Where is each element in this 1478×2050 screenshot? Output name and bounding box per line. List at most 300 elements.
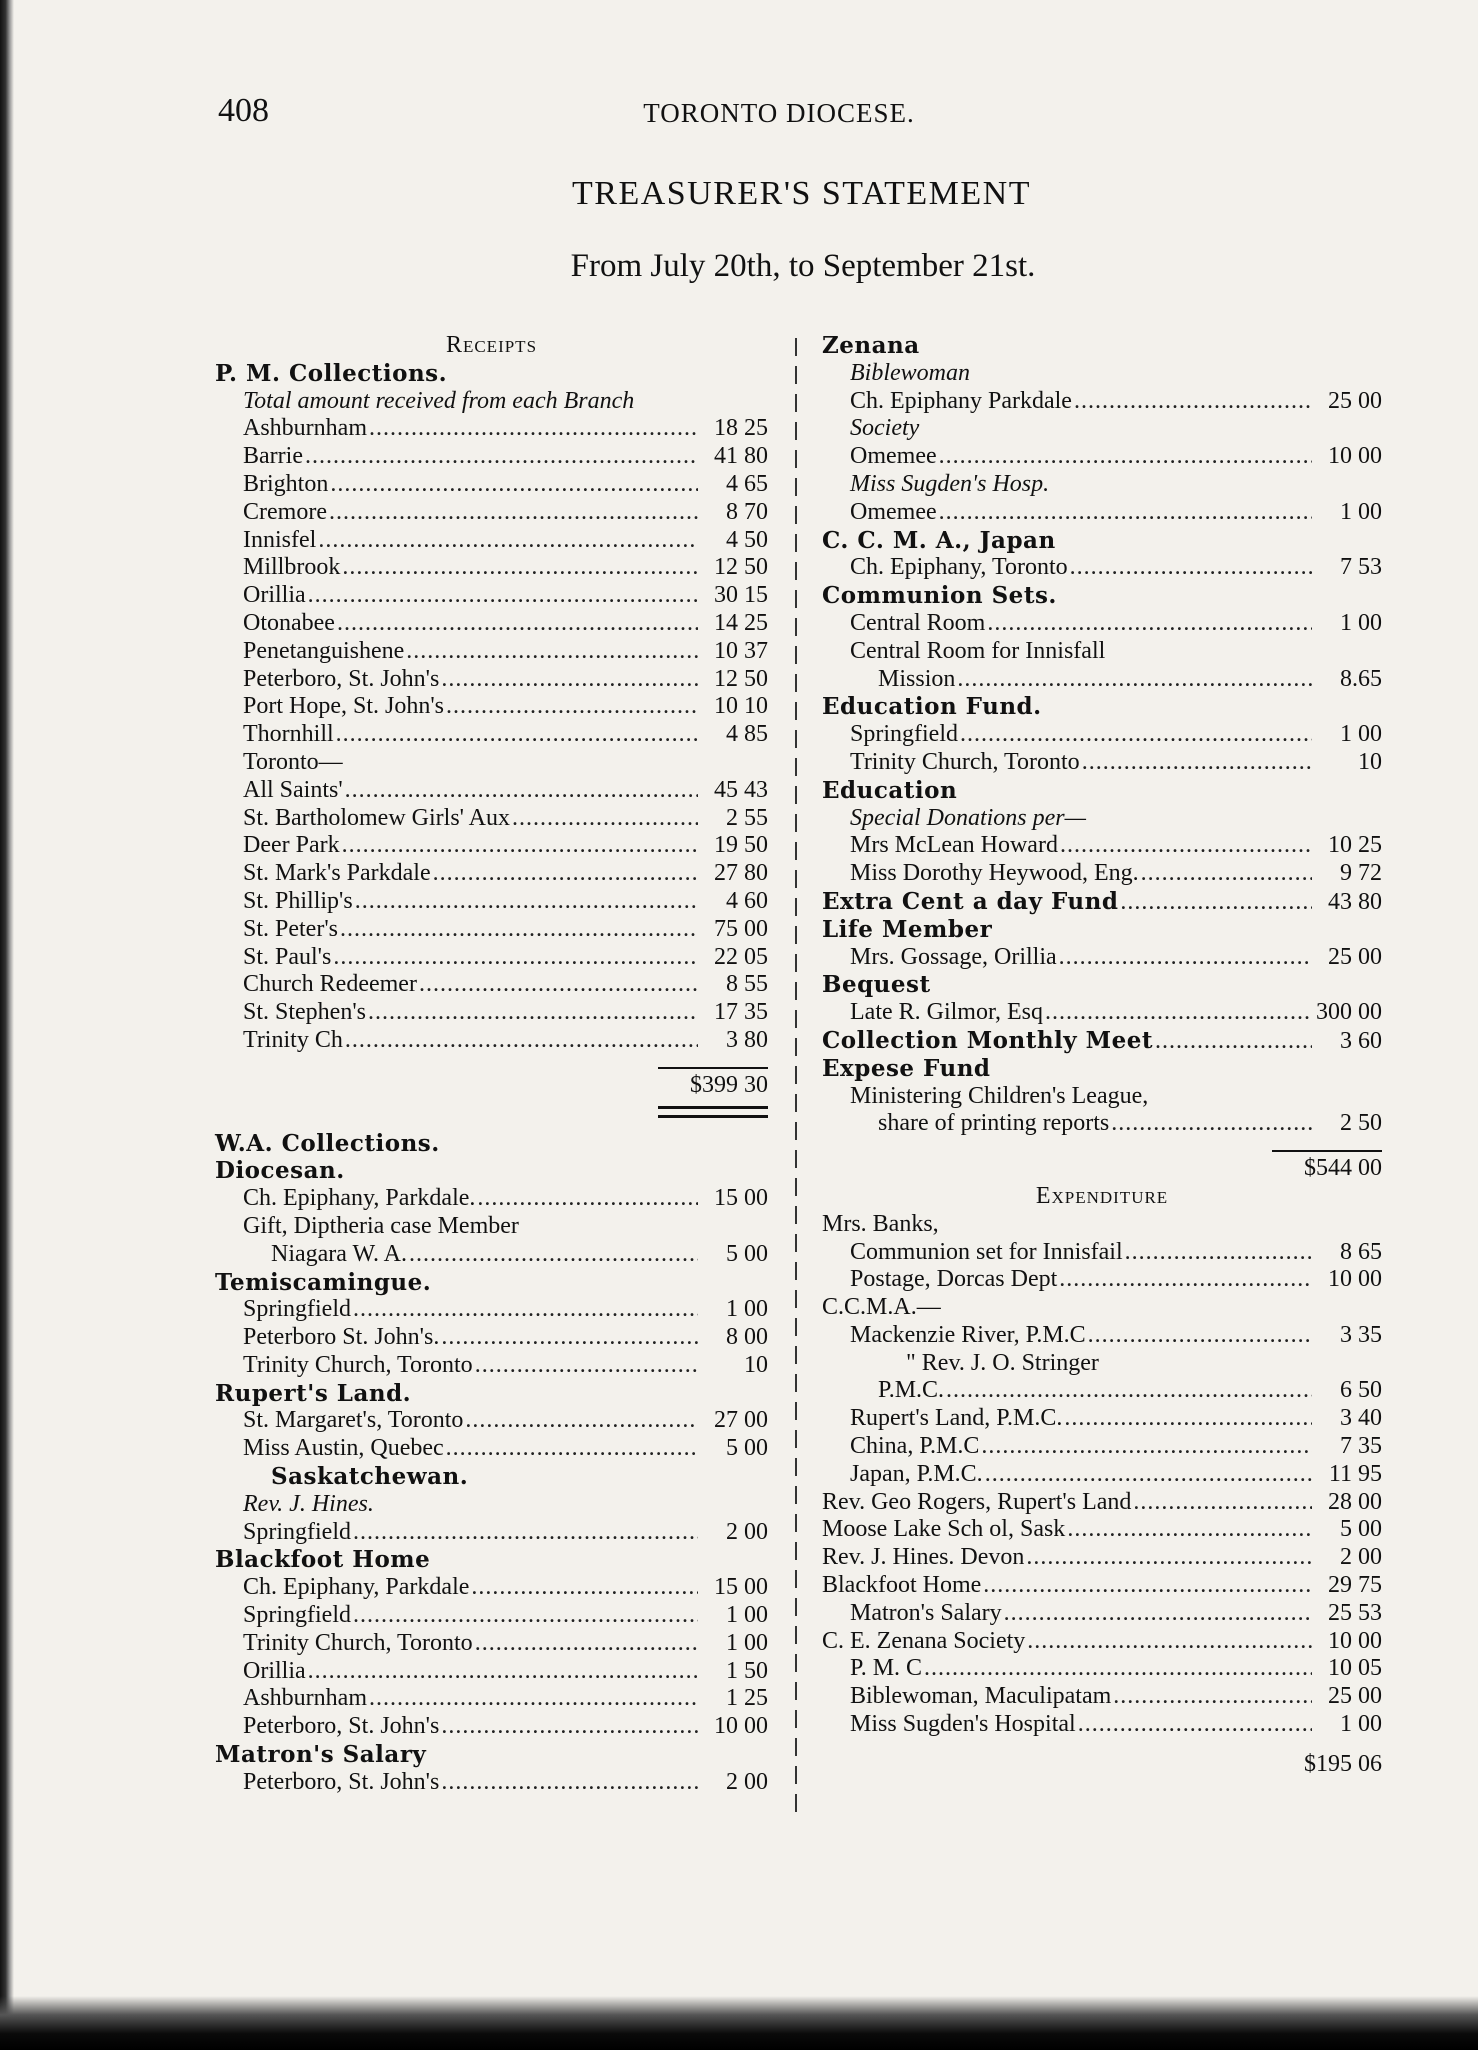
ledger-row: [822, 1083, 1382, 1111]
leader-dots: [1057, 944, 1312, 972]
ledger-row: [822, 749, 1382, 777]
ledger-item-amount: 2 00: [726, 1768, 768, 1795]
ledger-item-name: Springfield: [850, 721, 958, 748]
ledger-item-amount: 8.65: [1340, 665, 1382, 692]
receipts-total: $544 00: [1304, 1155, 1382, 1182]
ccma-heading-row: [822, 527, 1382, 555]
ledger-item-amount: 25 00: [1328, 1683, 1382, 1710]
education-fund-heading-row: [822, 693, 1382, 721]
ledger-row: [822, 1683, 1382, 1711]
ledger-row: [215, 944, 768, 972]
ledger-row: [215, 1435, 768, 1463]
life-member-heading-row: [822, 916, 1382, 944]
ccma-items-list: [822, 554, 1382, 582]
leader-dots: [473, 1630, 698, 1658]
temiscamingue-heading-row: [215, 1269, 768, 1297]
expenditure-total-row: [822, 1751, 1382, 1779]
ledger-item-name: Ch. Epiphany, Parkdale.: [243, 1185, 476, 1212]
ledger-row: [822, 721, 1382, 749]
ledger-item-name: St. Peter's: [243, 915, 338, 942]
life-member-heading: Life Member: [822, 915, 993, 943]
ledger-row: [215, 1407, 768, 1435]
pm-heading-row: [215, 360, 768, 388]
ledger-item-name: Omemee: [850, 443, 937, 470]
ledger-item-name: Trinity Church, Toronto: [243, 1629, 473, 1656]
ledger-item-name: Ashburnham: [243, 415, 367, 442]
extra-cent-amount: 43 80: [1328, 888, 1382, 915]
ledger-item-name: Gift, Diptheria case Member: [243, 1212, 519, 1239]
ledger-item-name: Ministering Children's League,: [850, 1082, 1149, 1109]
ledger-row: [822, 1266, 1382, 1294]
ledger-item-name: Peterboro, St. John's: [243, 1768, 440, 1795]
ledger-item-name: Penetanguishene: [243, 637, 405, 664]
ledger-row: [822, 388, 1382, 416]
ledger-row: [822, 1600, 1382, 1628]
leader-dots: [1025, 1628, 1312, 1656]
ledger-row: [822, 1489, 1382, 1517]
ledger-item-amount: 1 00: [1340, 609, 1382, 636]
ledger-item-name: China, P.M.C: [850, 1433, 980, 1460]
leader-dots: [417, 971, 698, 999]
ledger-row: [215, 777, 768, 805]
leader-dots: [303, 443, 698, 471]
leader-dots: [351, 1602, 698, 1630]
toronto-items-list: [215, 777, 768, 1055]
ledger-item-amount: 17 35: [714, 999, 768, 1026]
ledger-item-name: Trinity Church, Toronto: [243, 1351, 473, 1378]
leader-dots: [327, 499, 698, 527]
bequest-items-list: [822, 999, 1382, 1027]
ledger-item-amount: 8 70: [726, 498, 768, 525]
ledger-item-name: Communion set for Innisfail: [850, 1238, 1123, 1265]
ledger-item-amount: 10 37: [714, 637, 768, 664]
hosp-label: Miss Sugden's Hosp.: [850, 470, 1050, 497]
ledger-item-name: Late R. Gilmor, Esq: [850, 999, 1044, 1026]
diocesan-heading: Diocesan.: [215, 1157, 345, 1185]
ledger-item-name: Blackfoot Home: [822, 1572, 982, 1599]
leader-dots: [439, 1769, 698, 1797]
ledger-item-name: Otonabee: [243, 609, 335, 636]
ledger-item-amount: 41 80: [714, 443, 768, 470]
pm-items-list: [215, 415, 768, 749]
ledger-item-name: Mrs. Gossage, Orillia: [850, 943, 1057, 970]
leader-dots: [1024, 1544, 1312, 1572]
ledger-item-amount: 8 65: [1340, 1238, 1382, 1265]
ledger-item-name: " Rev. J. O. Stringer: [906, 1349, 1099, 1376]
ledger-row: [822, 1433, 1382, 1461]
ledger-item-amount: 5 00: [726, 1240, 768, 1267]
ledger-item-name: Central Room: [850, 609, 986, 636]
leader-dots: [351, 1519, 698, 1547]
leader-dots: [431, 860, 698, 888]
ledger-item-amount: 29 75: [1328, 1572, 1382, 1599]
ledger-item-name: Orillia: [243, 1657, 306, 1684]
ledger-row: [215, 916, 768, 944]
ledger-item-amount: 25 53: [1328, 1599, 1382, 1626]
ledger-item-amount: 19 50: [714, 832, 768, 859]
page-subtitle: From July 20th, to September 21st.: [570, 248, 1036, 284]
ledger-item-name: Miss Dorothy Heywood, Eng.: [850, 860, 1139, 887]
leader-dots: [473, 1352, 698, 1380]
hosp-row: [822, 471, 1382, 499]
expense-fund-items-list: [822, 1083, 1382, 1139]
expense-fund-heading: Expese Fund: [822, 1054, 991, 1082]
ledger-item-amount: 8 55: [726, 971, 768, 998]
saskatchewan-heading-row: [215, 1463, 768, 1491]
leader-dots: [1076, 1711, 1312, 1739]
ledger-row: [822, 1110, 1382, 1138]
communion-items-list: [822, 610, 1382, 693]
ledger-item-name: Omemee: [850, 498, 937, 525]
ledger-row: [822, 666, 1382, 694]
leader-dots: [439, 1713, 698, 1741]
expense-fund-heading-row: [822, 1055, 1382, 1083]
ledger-item-name: St. Margaret's, Toronto: [243, 1407, 464, 1434]
ledger-item-amount: 3 40: [1340, 1405, 1382, 1432]
saskatchewan-items-list: [215, 1519, 768, 1547]
ledger-row: [215, 638, 768, 666]
ledger-row: [822, 1211, 1382, 1239]
life-member-items-list: [822, 944, 1382, 972]
ledger-row: [215, 582, 768, 610]
ledger-row: [215, 1213, 768, 1241]
ledger-item-amount: 10: [1358, 748, 1382, 775]
wa-heading: W.A. Collections.: [215, 1129, 440, 1157]
ledger-item-name: Springfield: [243, 1518, 351, 1545]
education-heading: Education: [822, 776, 958, 804]
ledger-row: [822, 1350, 1382, 1378]
ledger-item-amount: 14 25: [714, 609, 768, 636]
ledger-row: [215, 999, 768, 1027]
ledger-item-amount: 1 00: [726, 1296, 768, 1323]
matron-items-list: [215, 1769, 768, 1797]
ledger-item-amount: 12 50: [714, 665, 768, 692]
hosp-items-list: [822, 499, 1382, 527]
ledger-row: [822, 832, 1382, 860]
ledger-row: [215, 610, 768, 638]
ledger-row: [215, 1658, 768, 1686]
ruperts-heading-row: [215, 1380, 768, 1408]
collection-monthly-amount: 3 60: [1340, 1027, 1382, 1054]
leader-dots: [439, 1324, 698, 1352]
ledger-item-name: St. Mark's Parkdale: [243, 860, 431, 887]
ledger-row: [822, 1377, 1382, 1405]
ledger-item-name: Millbrook: [243, 554, 341, 581]
leader-dots: [475, 1185, 698, 1213]
ledger-item-name: Ch. Epiphany, Parkdale: [243, 1574, 470, 1601]
ledger-item-amount: 15 00: [714, 1574, 768, 1601]
pm-heading: P. M. Collections.: [215, 359, 448, 387]
ledger-item-name: St. Phillip's: [243, 887, 353, 914]
biblewoman-items-list: [822, 388, 1382, 416]
ledger-item-amount: 9 72: [1340, 860, 1382, 887]
ledger-row: [215, 415, 768, 443]
pm-total: $399 30: [690, 1071, 768, 1098]
ledger-item-amount: 75 00: [714, 915, 768, 942]
leader-dots: [444, 1435, 698, 1463]
ledger-item-amount: 1 50: [726, 1657, 768, 1684]
collection-monthly-heading: Collection Monthly Meet: [822, 1026, 1154, 1054]
temiscamingue-heading: Temiscamingue.: [215, 1268, 432, 1296]
ledger-item-name: Miss Sugden's Hospital: [850, 1711, 1076, 1738]
leader-dots: [981, 1572, 1312, 1600]
ledger-item-name: Thornhill: [243, 721, 334, 748]
ledger-item-name: Springfield: [243, 1296, 351, 1323]
page-scan-bottom-edge: [0, 1996, 1478, 2050]
ledger-item-name: C. E. Zenana Society: [822, 1627, 1026, 1654]
ledger-item-amount: 1 00: [726, 1602, 768, 1629]
ledger-item-amount: 2 00: [1340, 1544, 1382, 1571]
leader-dots: [407, 1241, 698, 1269]
blackfoot-heading: Blackfoot Home: [215, 1546, 431, 1574]
ledger-row: [215, 888, 768, 916]
leader-dots: [463, 1407, 698, 1435]
ledger-item-amount: 10 00: [1328, 443, 1382, 470]
ledger-item-amount: 4 60: [726, 887, 768, 914]
ledger-item-name: Trinity Ch: [243, 1026, 343, 1053]
ledger-item-amount: 300 00: [1316, 999, 1382, 1026]
ledger-item-amount: 4 65: [726, 470, 768, 497]
leader-dots: [1139, 860, 1312, 888]
page-number: 408: [218, 92, 269, 129]
ledger-item-amount: 10 25: [1328, 832, 1382, 859]
ledger-item-amount: 28 00: [1328, 1488, 1382, 1515]
ledger-row: [822, 1294, 1382, 1322]
leader-dots: [404, 638, 698, 666]
education-fund-items-list: [822, 721, 1382, 777]
receipts-column: [215, 332, 768, 1797]
ledger-item-amount: 3 35: [1340, 1321, 1382, 1348]
ledger-row: [822, 443, 1382, 471]
leader-dots: [439, 666, 698, 694]
ledger-item-name: Mission: [878, 665, 956, 692]
ledger-item-name: Postage, Dorcas Dept: [850, 1266, 1058, 1293]
saskatchewan-heading: Saskatchewan.: [271, 1463, 469, 1491]
ledger-row: [215, 1602, 768, 1630]
leader-dots: [367, 415, 698, 443]
leader-dots: [444, 693, 698, 721]
ledger-item-name: Trinity Church, Toronto: [850, 748, 1080, 775]
collection-monthly-row: [822, 1027, 1382, 1055]
toronto-label: Toronto—: [243, 748, 343, 775]
ledger-item-name: Biblewoman, Maculipatam: [850, 1683, 1112, 1710]
extra-cent-heading: Extra Cent a day Fund: [822, 887, 1119, 915]
ledger-row: [822, 1239, 1382, 1267]
ledger-row: [215, 721, 768, 749]
leader-dots: [328, 471, 698, 499]
leader-dots: [937, 499, 1312, 527]
ledger-item-name: Ashburnham: [243, 1685, 367, 1712]
ledger-row: [822, 1516, 1382, 1544]
ledger-item-amount: 1 00: [1340, 1711, 1382, 1738]
ledger-item-amount: 30 15: [714, 582, 768, 609]
blackfoot-heading-row: [215, 1546, 768, 1574]
leader-dots: [306, 1658, 698, 1686]
ledger-item-name: Matron's Salary: [850, 1599, 1002, 1626]
leader-dots: [306, 582, 698, 610]
ledger-item-name: Niagara W. A.: [271, 1240, 407, 1267]
pm-note-row: [215, 388, 768, 416]
ledger-row: [822, 999, 1382, 1027]
leader-dots: [367, 1685, 698, 1713]
ledger-item-name: Peterboro, St. John's: [243, 1713, 440, 1740]
ledger-item-amount: 15 00: [714, 1185, 768, 1212]
education-fund-heading: Education Fund.: [822, 693, 1042, 721]
ledger-item-name: Brighton: [243, 470, 329, 497]
ledger-item-name: St. Stephen's: [243, 999, 366, 1026]
ledger-row: [215, 832, 768, 860]
ledger-row: [215, 1324, 768, 1352]
expenditure-items-list: [822, 1211, 1382, 1739]
bequest-heading-row: [822, 971, 1382, 999]
leader-dots: [353, 888, 698, 916]
ledger-row: [215, 805, 768, 833]
ledger-item-amount: 8 00: [726, 1324, 768, 1351]
leader-dots: [1068, 554, 1312, 582]
leader-dots: [979, 1433, 1312, 1461]
ledger-row: [215, 1519, 768, 1547]
ccma-heading: C. C. M. A., Japan: [822, 526, 1056, 554]
page-scan-edge: [0, 0, 14, 2050]
ledger-item-name: Mrs. Banks,: [822, 1210, 939, 1237]
ledger-item-amount: 5 00: [1340, 1516, 1382, 1543]
ledger-row: [822, 860, 1382, 888]
ledger-item-amount: 22 05: [714, 943, 768, 970]
leader-dots: [985, 610, 1312, 638]
education-note: Special Donations per—: [850, 804, 1086, 831]
extra-cent-row: [822, 888, 1382, 916]
leader-dots: [335, 610, 698, 638]
ledger-item-amount: 1 00: [1340, 721, 1382, 748]
ledger-item-name: Church Redeemer: [243, 971, 417, 998]
leader-dots: [338, 916, 698, 944]
ledger-row: [822, 610, 1382, 638]
page-title: TREASURER'S STATEMENT: [572, 175, 1031, 212]
ledger-item-name: Moose Lake Sch ol, Sask: [822, 1516, 1066, 1543]
ledger-row: [215, 693, 768, 721]
ledger-item-name: Mackenzie River, P.M.C: [850, 1321, 1086, 1348]
ledger-row: [822, 554, 1382, 582]
ledger-row: [822, 1405, 1382, 1433]
ledger-row: [822, 499, 1382, 527]
pm-total-row: [215, 1072, 768, 1100]
ledger-item-name: Peterboro St. John's.: [243, 1324, 440, 1351]
ledger-item-amount: 27 80: [714, 860, 768, 887]
ledger-item-amount: 1 00: [726, 1629, 768, 1656]
leader-dots: [1058, 832, 1312, 860]
wa-heading-row: [215, 1130, 768, 1158]
leader-dots: [944, 1377, 1312, 1405]
pm-note: Total amount received from each Branch: [243, 387, 635, 414]
leader-dots: [340, 832, 698, 860]
leader-dots: [343, 777, 698, 805]
temiscamingue-items-list: [215, 1296, 768, 1379]
ledger-item-amount: 45 43: [714, 776, 768, 803]
zenana-heading: Zenana: [822, 332, 920, 359]
ledger-row: [822, 1572, 1382, 1600]
ledger-item-name: Innisfel: [243, 526, 317, 553]
leader-dots: [1086, 1322, 1312, 1350]
ledger-item-name: Miss Austin, Quebec: [243, 1435, 444, 1462]
ledger-item-amount: 2 55: [726, 804, 768, 831]
leader-dots: [1131, 1489, 1312, 1517]
society-row: [822, 415, 1382, 443]
leader-dots: [1072, 388, 1312, 416]
ledger-item-amount: 18 25: [714, 415, 768, 442]
ledger-item-name: All Saints': [243, 776, 343, 803]
leader-dots: [1043, 999, 1312, 1027]
ledger-item-amount: 10 10: [714, 693, 768, 720]
ledger-item-name: Ch. Epiphany, Toronto: [850, 554, 1068, 581]
ledger-item-amount: 10 00: [714, 1713, 768, 1740]
ledger-item-name: Cremore: [243, 498, 327, 525]
receipts-heading-row: [215, 332, 768, 360]
education-heading-row: [822, 777, 1382, 805]
ledger-item-name: P.M.C.: [878, 1377, 945, 1404]
leader-dots: [1109, 1110, 1312, 1138]
ledger-row: [215, 1685, 768, 1713]
leader-dots: [922, 1655, 1312, 1683]
leader-dots: [1002, 1600, 1312, 1628]
ledger-row: [215, 554, 768, 582]
ledger-item-amount: 27 00: [714, 1407, 768, 1434]
ledger-row: [215, 971, 768, 999]
zenana-heading-row: [822, 332, 1382, 360]
leader-dots: [331, 944, 698, 972]
ledger-item-name: Port Hope, St. John's: [243, 693, 445, 720]
ledger-item-name: Ch. Epiphany Parkdale: [850, 387, 1072, 414]
ledger-item-amount: 11 95: [1328, 1460, 1382, 1487]
education-items-list: [822, 832, 1382, 888]
ledger-row: [822, 1461, 1382, 1489]
bequest-heading: Bequest: [822, 971, 931, 999]
ledger-item-amount: 2 00: [726, 1518, 768, 1545]
receipts-heading: Receipts: [445, 332, 538, 358]
ruperts-heading: Rupert's Land.: [215, 1379, 412, 1407]
ledger-row: [215, 1241, 768, 1269]
ledger-row: [215, 666, 768, 694]
matron-heading: Matron's Salary: [215, 1741, 427, 1769]
ledger-item-name: Rev. J. Hines. Devon: [822, 1544, 1025, 1571]
ledger-row: [215, 1296, 768, 1324]
expenditure-total: $195 06: [1304, 1750, 1382, 1777]
ledger-item-amount: 1 25: [726, 1685, 768, 1712]
ledger-row: [215, 1713, 768, 1741]
ruperts-items-list: [215, 1407, 768, 1463]
ledger-item-amount: 10 00: [1328, 1266, 1382, 1293]
ledger-item-name: Rupert's Land, P.M.C.: [850, 1405, 1063, 1432]
leader-dots: [1123, 1239, 1312, 1267]
ledger-item-name: C.C.M.A.—: [822, 1294, 941, 1321]
blackfoot-items-list: [215, 1574, 768, 1741]
ledger-item-amount: 5 00: [726, 1435, 768, 1462]
biblewoman-label: Biblewoman: [850, 359, 970, 386]
communion-heading-row: [822, 582, 1382, 610]
education-note-row: [822, 805, 1382, 833]
ledger-item-name: St. Bartholomew Girls' Aux: [243, 804, 510, 831]
ledger-item-amount: 1 00: [1340, 498, 1382, 525]
leader-dots: [1057, 1266, 1312, 1294]
toronto-label-row: [215, 749, 768, 777]
ledger-row: [215, 471, 768, 499]
society-label: Society: [850, 415, 920, 442]
ledger-item-name: Mrs McLean Howard: [850, 832, 1058, 859]
ledger-item-name: Deer Park: [243, 832, 340, 859]
ledger-row: [822, 1544, 1382, 1572]
ledger-row: [822, 1655, 1382, 1683]
ledger-row: [215, 1185, 768, 1213]
ledger-item-name: Barrie: [243, 443, 303, 470]
